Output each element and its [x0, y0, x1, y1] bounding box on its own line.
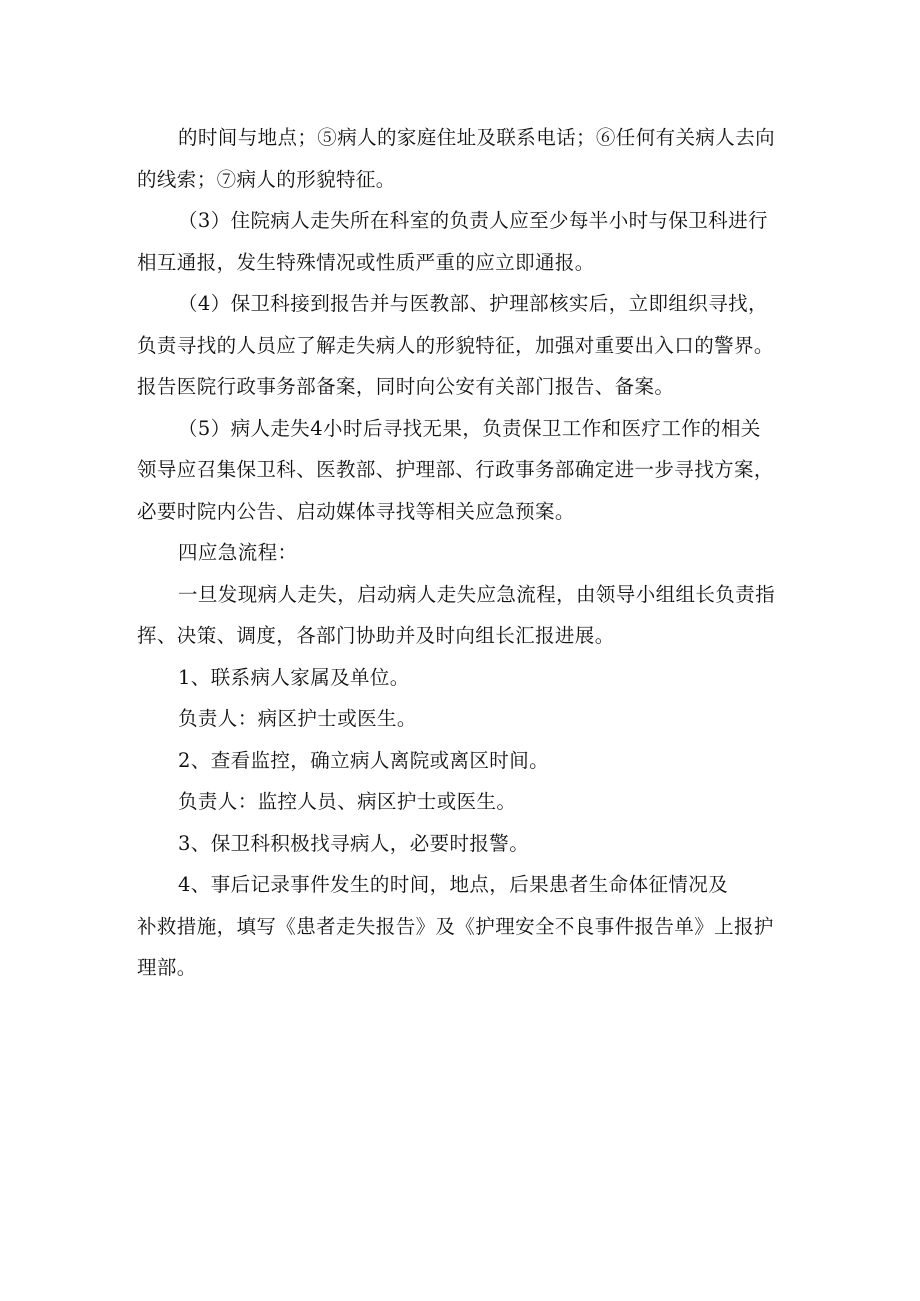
paragraph-7-line-1: 1、联系病人家属及单位。: [178, 665, 410, 689]
paragraph-8: [137, 698, 805, 740]
paragraph-12-line-3: 理部。: [137, 956, 197, 979]
paragraph-12: [137, 864, 805, 989]
paragraph-12-line-2: 补救措施，填写《患者走失报告》及《护理安全不良事件报告单》上报护: [137, 914, 774, 938]
paragraph-11-line-1: 3、保卫科积极找寻病人，必要时报警。: [178, 831, 530, 855]
paragraph-3-line-1: （4）保卫科接到报告并与医教部、护理部核实后，立即组织寻找，: [178, 292, 768, 315]
paragraph-4-line-2: 领导应召集保卫科、医教部、护理部、行政事务部确定进一步寻找方案，: [137, 458, 774, 481]
document-body: [137, 117, 805, 989]
paragraph-1-line-2: 的线索；⑦病人的形貌特征。: [137, 167, 396, 191]
paragraph-3-line-2: 负责寻找的人员应了解走失病人的形貌特征，加强对重要出入口的警界。: [137, 333, 774, 357]
paragraph-8-line-1: 负责人：病区护士或医生。: [178, 707, 417, 730]
paragraph-3: [137, 283, 805, 408]
paragraph-1: [137, 117, 805, 200]
paragraph-4-line-3: 必要时院内公告、启动媒体寻找等相关应急预案。: [137, 499, 575, 523]
paragraph-12-line-1: 4、事后记录事件发生的时间，地点，后果患者生命体征情况及: [178, 873, 729, 896]
paragraph-11: [137, 823, 805, 865]
paragraph-9-line-1: 2、查看监控，确立病人离院或离区时间。: [178, 748, 550, 772]
paragraph-7: [137, 657, 805, 699]
paragraph-6-line-1: 一旦发现病人走失，启动病人走失应急流程，由领导小组组长负责指: [178, 582, 776, 606]
paragraph-1-line-1: 的时间与地点；⑤病人的家庭住址及联系电话；⑥任何有关病人去向: [178, 126, 776, 149]
paragraph-2: [137, 200, 805, 283]
paragraph-6-line-2: 挥、决策、调度，各部门协助并及时向组长汇报进展。: [137, 624, 615, 647]
paragraph-2-line-1: （3）住院病人走失所在科室的负责人应至少每半小时与保卫科进行: [178, 209, 768, 232]
paragraph-3-line-3: 报告医院行政事务部备案，同时向公安有关部门报告、备案。: [137, 375, 675, 398]
paragraph-5-line-1: 四应急流程：: [178, 541, 298, 564]
paragraph-5: [137, 532, 805, 574]
paragraph-10-line-1: 负责人：监控人员、病区护士或医生。: [178, 790, 517, 813]
paragraph-4-line-1: （5）病人走失4小时后寻找无果，负责保卫工作和医疗工作的相关: [178, 416, 761, 440]
paragraph-9: [137, 740, 805, 782]
paragraph-6: [137, 574, 805, 657]
paragraph-4: [137, 408, 805, 533]
paragraph-2-line-2: 相互通报，发生特殊情况或性质严重的应立即通报。: [137, 250, 595, 274]
paragraph-10: [137, 781, 805, 823]
